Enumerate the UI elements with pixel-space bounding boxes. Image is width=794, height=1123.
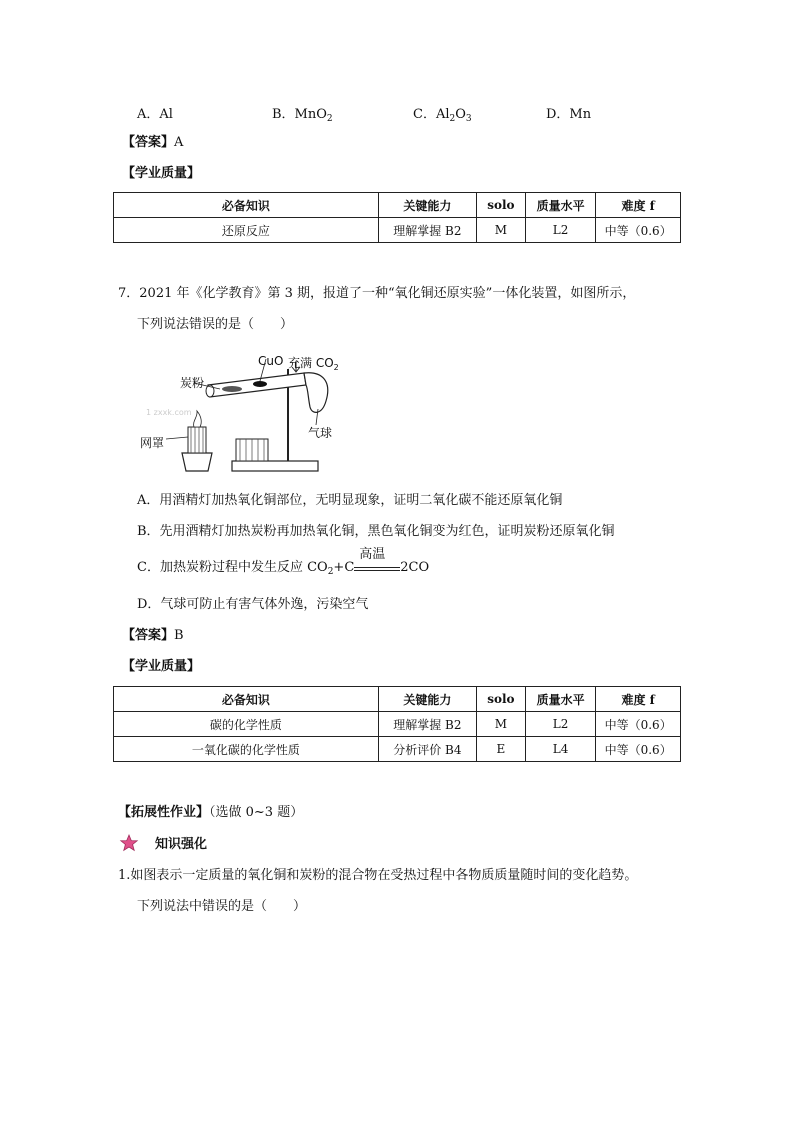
cell: 理解掌握 B2 — [378, 218, 476, 243]
cell: L4 — [525, 737, 596, 762]
table-row — [114, 712, 681, 737]
cell: 碳的化学性质 — [114, 712, 379, 737]
label-net: 网罩 — [140, 436, 165, 450]
q6-answer: 【答案】A — [122, 135, 184, 150]
q7-answer: 【答案】B — [122, 628, 184, 643]
flame — [194, 411, 202, 427]
q6-option-a: A．Al — [137, 107, 173, 122]
cell: 理解掌握 B2 — [378, 712, 476, 737]
header-level: 质量水平 — [525, 687, 596, 712]
header-ability: 关键能力 — [378, 687, 476, 712]
header-knowledge: 必备知识 — [114, 193, 379, 218]
q6-quality-table — [113, 192, 681, 243]
cell: E — [477, 737, 526, 762]
net-leader — [166, 437, 188, 439]
cell: 中等（0.6） — [596, 712, 681, 737]
table-header-row — [114, 193, 681, 218]
label-cuo: CuO — [258, 354, 284, 368]
header-difficulty: 难度 f — [596, 193, 681, 218]
cell: L2 — [525, 712, 596, 737]
q7-quality-label: 【学业质量】 — [122, 659, 201, 674]
table-row — [114, 218, 681, 243]
figure-watermark: 1 zxxk.com — [146, 408, 192, 417]
header-level: 质量水平 — [525, 193, 596, 218]
q7-option-c: C．加热炭粉过程中发生反应 $CO_2+C$ 高温 2CO — [137, 547, 430, 577]
q6-quality-label: 【学业质量】 — [122, 166, 201, 181]
label-co2: 充满 $CO_2$ — [288, 356, 339, 372]
cuo-sample — [253, 381, 267, 387]
cell: M — [477, 712, 526, 737]
header-knowledge: 必备知识 — [114, 687, 379, 712]
cell: 中等（0.6） — [596, 737, 681, 762]
cell: L2 — [525, 218, 596, 243]
apparatus-figure — [136, 345, 339, 477]
q7-option-d: D．气球可防止有害气体外逸，污染空气 — [137, 597, 369, 612]
q7-stem-line2: 下列说法错误的是（ ） — [137, 317, 294, 332]
ext-q1-line1: 1.如图表示一定质量的氧化铜和炭粉的混合物在受热过程中各物质质量随时间的变化趋势。 — [118, 868, 638, 883]
star-icon — [120, 834, 138, 852]
label-balloon: 气球 — [308, 426, 333, 440]
balloon — [304, 373, 328, 413]
q6-option-c: C．$Al_2O_3$ — [413, 107, 472, 124]
q7-option-a: A．用酒精灯加热氧化铜部位，无明显现象，证明二氧化碳不能还原氧化铜 — [137, 493, 563, 508]
cell: 中等（0.6） — [596, 218, 681, 243]
q7-quality-table — [113, 686, 681, 762]
carbon-powder — [222, 386, 242, 392]
header-solo: solo — [477, 687, 526, 712]
q6-option-d: D．Mn — [546, 107, 592, 122]
q6-option-b: B．MnO$_2$ — [272, 107, 333, 124]
stand-base — [232, 461, 318, 471]
cell: 分析评价 B4 — [378, 737, 476, 762]
q7-stem-line1: 7．2021 年《化学教育》第 3 期，报道了一种“氧化铜还原实验”一体化装置，如图所示， — [118, 286, 636, 301]
q7-option-b: B．先用酒精灯加热炭粉再加热氧化铜，黑色氧化铜变为红色，证明炭粉还原氧化铜 — [137, 524, 615, 539]
label-carbon: 炭粉 — [179, 376, 204, 390]
header-ability: 关键能力 — [378, 193, 476, 218]
section-title: 知识强化 — [155, 837, 208, 852]
header-difficulty: 难度 f — [596, 687, 681, 712]
table-row — [114, 737, 681, 762]
cell: 一氧化碳的化学性质 — [114, 737, 379, 762]
header-solo: solo — [477, 193, 526, 218]
alcohol-lamp — [182, 453, 212, 471]
cell: 还原反应 — [114, 218, 379, 243]
extension-header: 【拓展性作业】（选做 0~3 题） — [118, 805, 304, 820]
cell: M — [477, 218, 526, 243]
reaction-condition: 高温 — [354, 559, 400, 577]
ext-q1-line2: 下列说法中错误的是（ ） — [137, 899, 307, 914]
table-header-row — [114, 687, 681, 712]
